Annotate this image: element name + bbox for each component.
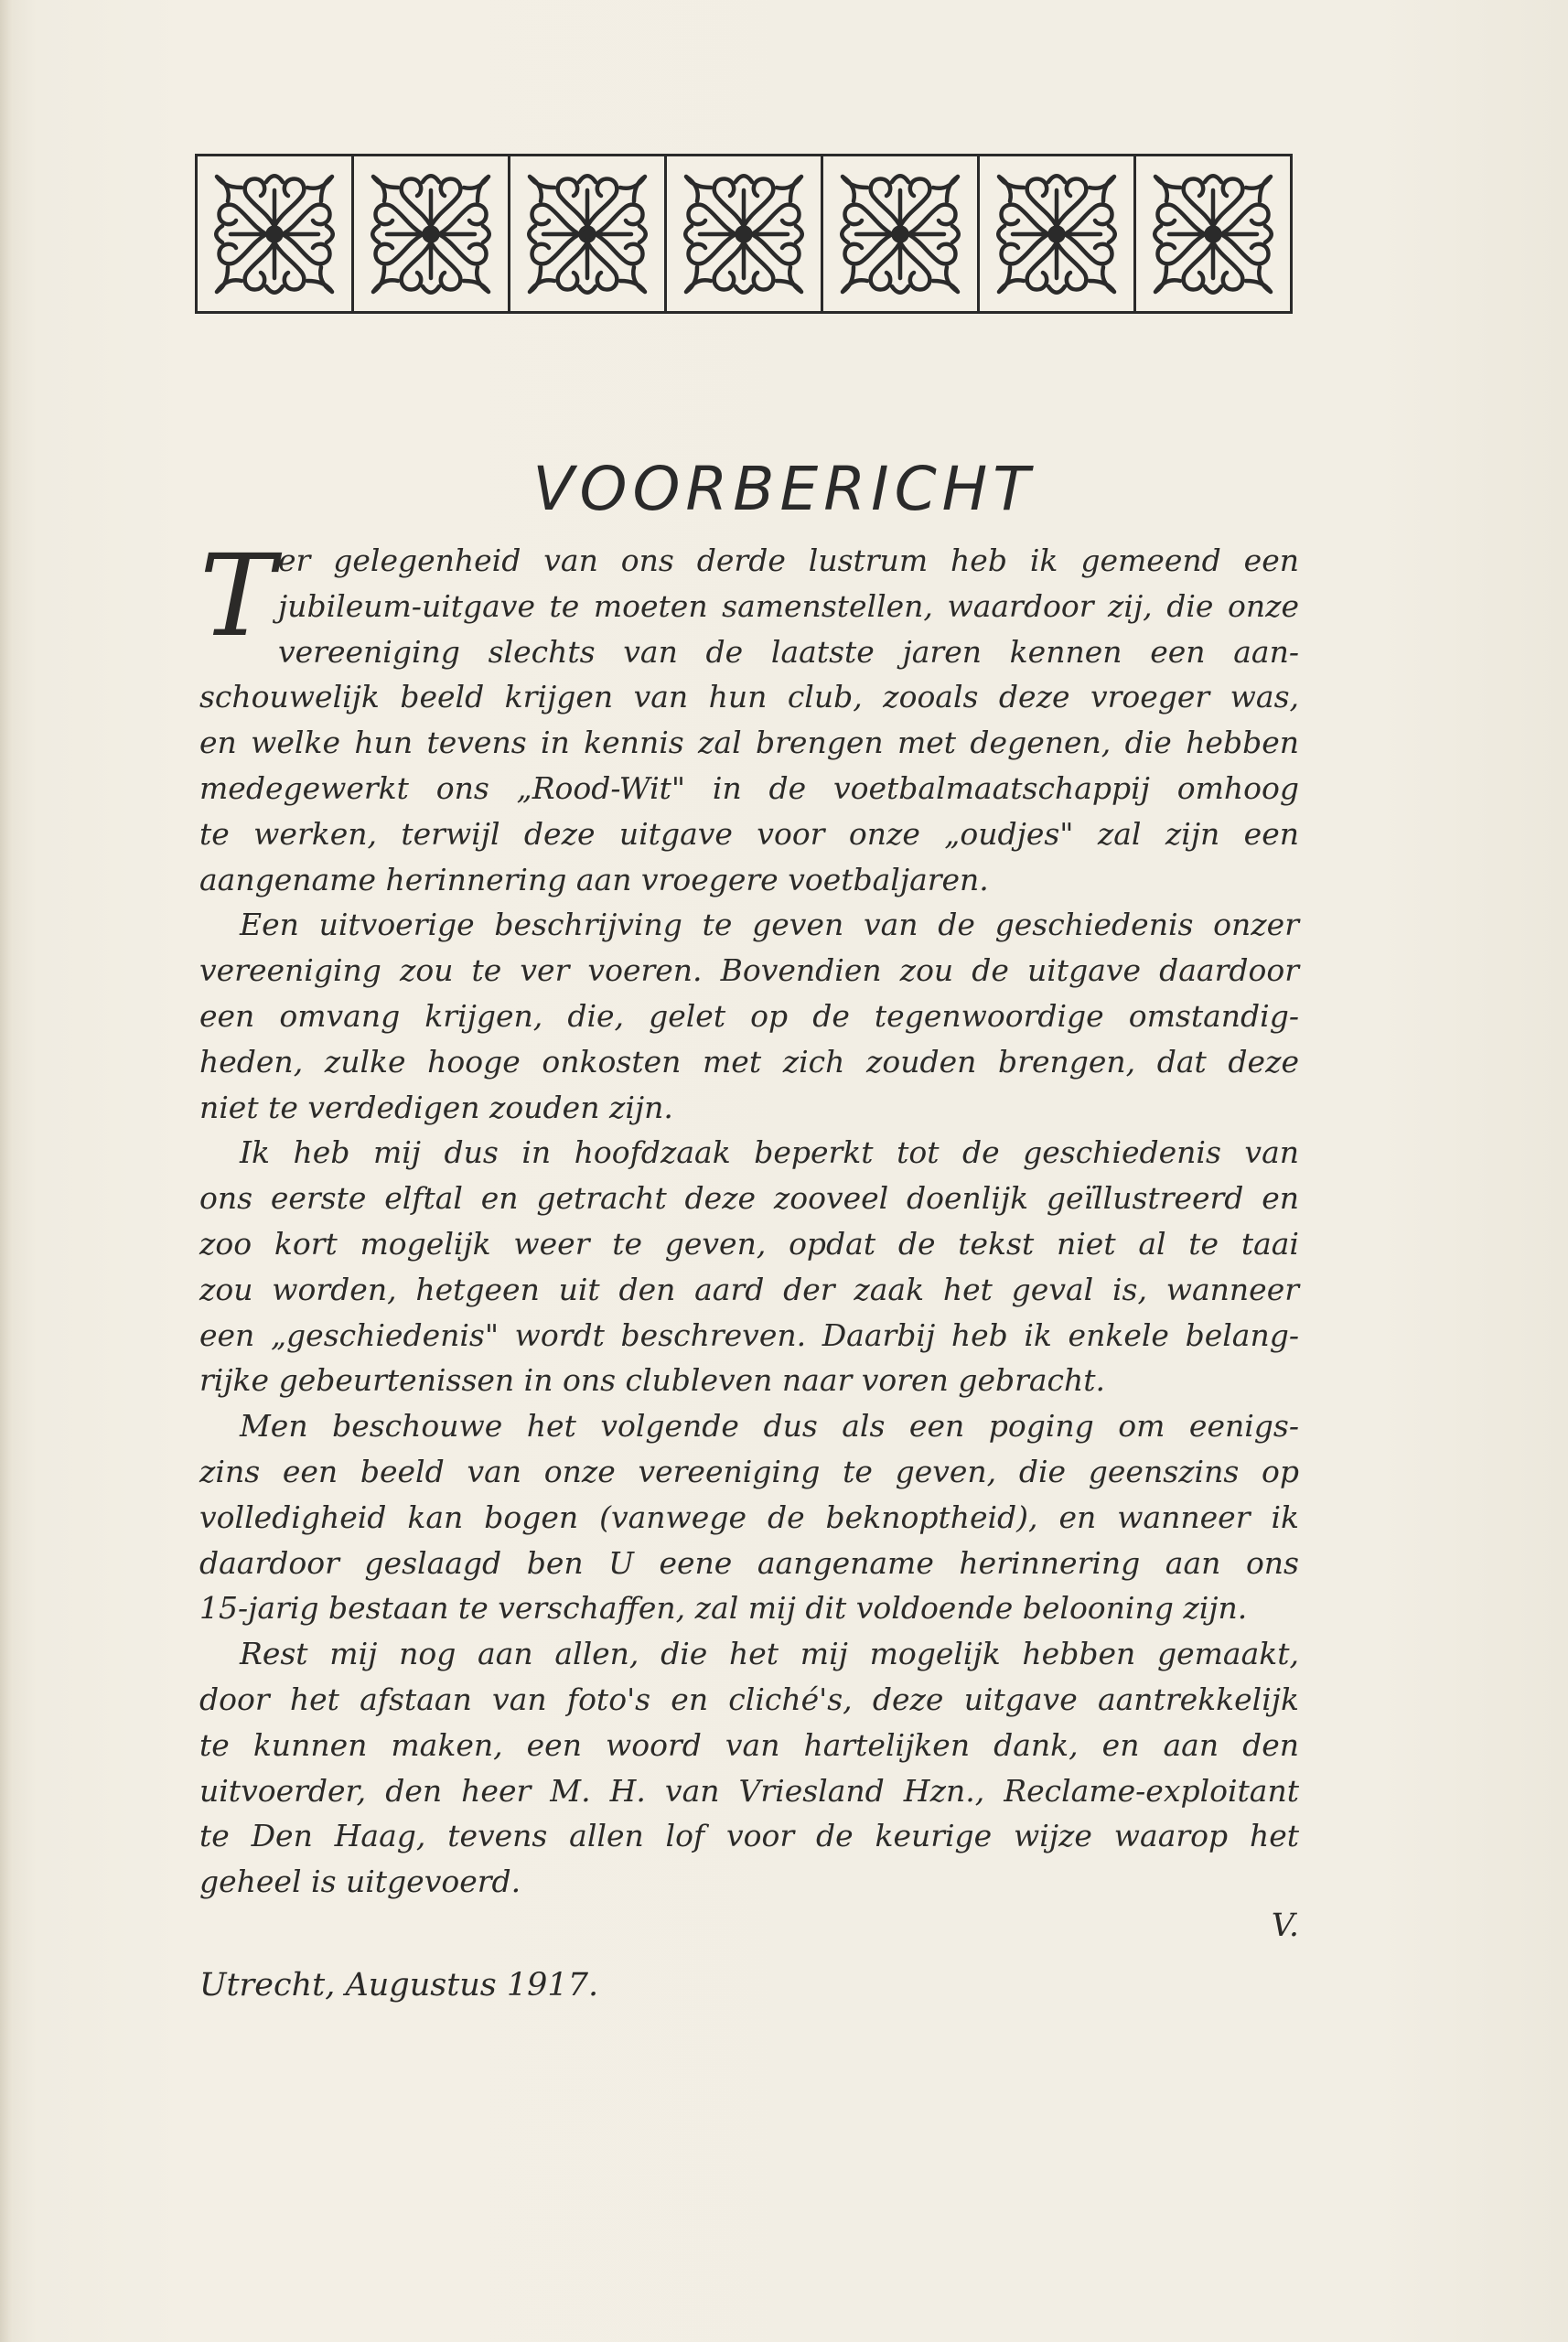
ornament-tile xyxy=(354,156,510,311)
text-line: er gelegenheid van ons derde lustrum heb ik gemeend een xyxy=(278,543,1299,578)
text-line: heden, zulke hooge onkosten met zich zouden brengen, dat deze xyxy=(199,1043,1299,1080)
text-line: rijke gebeurtenissen in ons clubleven naar voren gebracht. xyxy=(199,1362,1106,1399)
text-line: een omvang krijgen, die, gelet op de tegenwoordige omstandig- xyxy=(199,997,1299,1034)
body-text xyxy=(199,531,1299,1905)
ornament-tile xyxy=(667,156,823,311)
drop-cap: T xyxy=(199,531,275,662)
floral-ornament-icon xyxy=(988,166,1125,303)
text-line: zins een beeld van onze vereeniging te geven, die geenszins op xyxy=(199,1453,1299,1489)
text-line: jubileum-uitgave te moeten samenstellen, waardoor zij, die onze xyxy=(278,587,1299,624)
text-line: aangename herinnering aan vroegere voetbaljaren. xyxy=(199,861,989,897)
text-line: 15-jarig bestaan te verschaffen, zal mij dit voldoende belooning zijn. xyxy=(199,1590,1248,1627)
text-line: te kunnen maken, een woord van hartelijken dank, en aan den xyxy=(199,1726,1299,1763)
text-line: vereeniging slechts van de laatste jaren kennen een aan- xyxy=(278,633,1299,670)
text-line: Rest mij nog aan allen, die het mij mogelijk hebben gemaakt, xyxy=(240,1636,1299,1672)
text-line: Ik heb mij dus in hoofdzaak beperkt tot de geschiedenis van xyxy=(240,1134,1299,1171)
text-line: schouwelijk beeld krijgen van hun club, zooals deze vroeger was, xyxy=(199,679,1299,715)
text-line: Men beschouwe het volgende dus als een poging om eenigs- xyxy=(240,1408,1299,1445)
signature: V. xyxy=(1271,1907,1299,1944)
place-date: Utrecht, Augustus 1917. xyxy=(199,1967,599,2004)
page-edge xyxy=(0,0,13,2342)
text-line: daardoor geslaagd ben U eene aangename herinnering aan ons xyxy=(199,1544,1299,1581)
floral-ornament-icon xyxy=(519,166,656,303)
page-title: VOORBERICHT xyxy=(532,454,1036,525)
text-line: niet te verdedigen zouden zijn. xyxy=(199,1089,673,1125)
text-line: volledigheid kan bogen (vanwege de beknoptheid), en wanneer ik xyxy=(199,1499,1299,1535)
floral-ornament-icon xyxy=(362,166,499,303)
ornament-tile xyxy=(510,156,667,311)
text-line: te Den Haag, tevens allen lof voor de keurige wijze waarop het xyxy=(199,1818,1299,1854)
text-line: door het afstaan van foto's en cliché's, deze uitgave aantrekkelijk xyxy=(199,1681,1299,1717)
floral-ornament-icon xyxy=(1144,166,1282,303)
ornament-tile xyxy=(823,156,980,311)
text-line: ons eerste elftal en getracht deze zooveel doenlijk geïllustreerd en xyxy=(199,1180,1299,1217)
text-line: zou worden, hetgeen uit den aard der zaak het geval is, wanneer xyxy=(199,1271,1299,1307)
text-line: medegewerkt ons „Rood-Wit" in de voetbalmaatschappij omhoog xyxy=(199,769,1299,806)
ornament-band xyxy=(195,154,1293,314)
ornament-tile xyxy=(1136,156,1290,311)
ornament-tile xyxy=(198,156,354,311)
text-line: en welke hun tevens in kennis zal brengen met degenen, die hebben xyxy=(199,725,1299,761)
floral-ornament-icon xyxy=(206,166,343,303)
text-line: Een uitvoerige beschrijving te geven van de geschiedenis onzer xyxy=(240,907,1299,943)
text-line: vereeniging zou te ver voeren. Bovendien zou de uitgave daardoor xyxy=(199,952,1299,989)
ornament-tile xyxy=(980,156,1136,311)
floral-ornament-icon xyxy=(675,166,812,303)
text-line: een „geschiedenis" wordt beschreven. Daarbij heb ik enkele belang- xyxy=(199,1316,1299,1353)
text-line: zoo kort mogelijk weer te geven, opdat de tekst niet al te taai xyxy=(199,1225,1299,1262)
text-line: geheel is uitgevoerd. xyxy=(199,1864,521,1900)
text-line: uitvoerder, den heer M. H. van Vriesland Hzn., Reclame-exploitant xyxy=(199,1772,1299,1809)
text-line: te werken, terwijl deze uitgave voor onze „oudjes" zal zijn een xyxy=(199,815,1299,852)
floral-ornament-icon xyxy=(832,166,969,303)
